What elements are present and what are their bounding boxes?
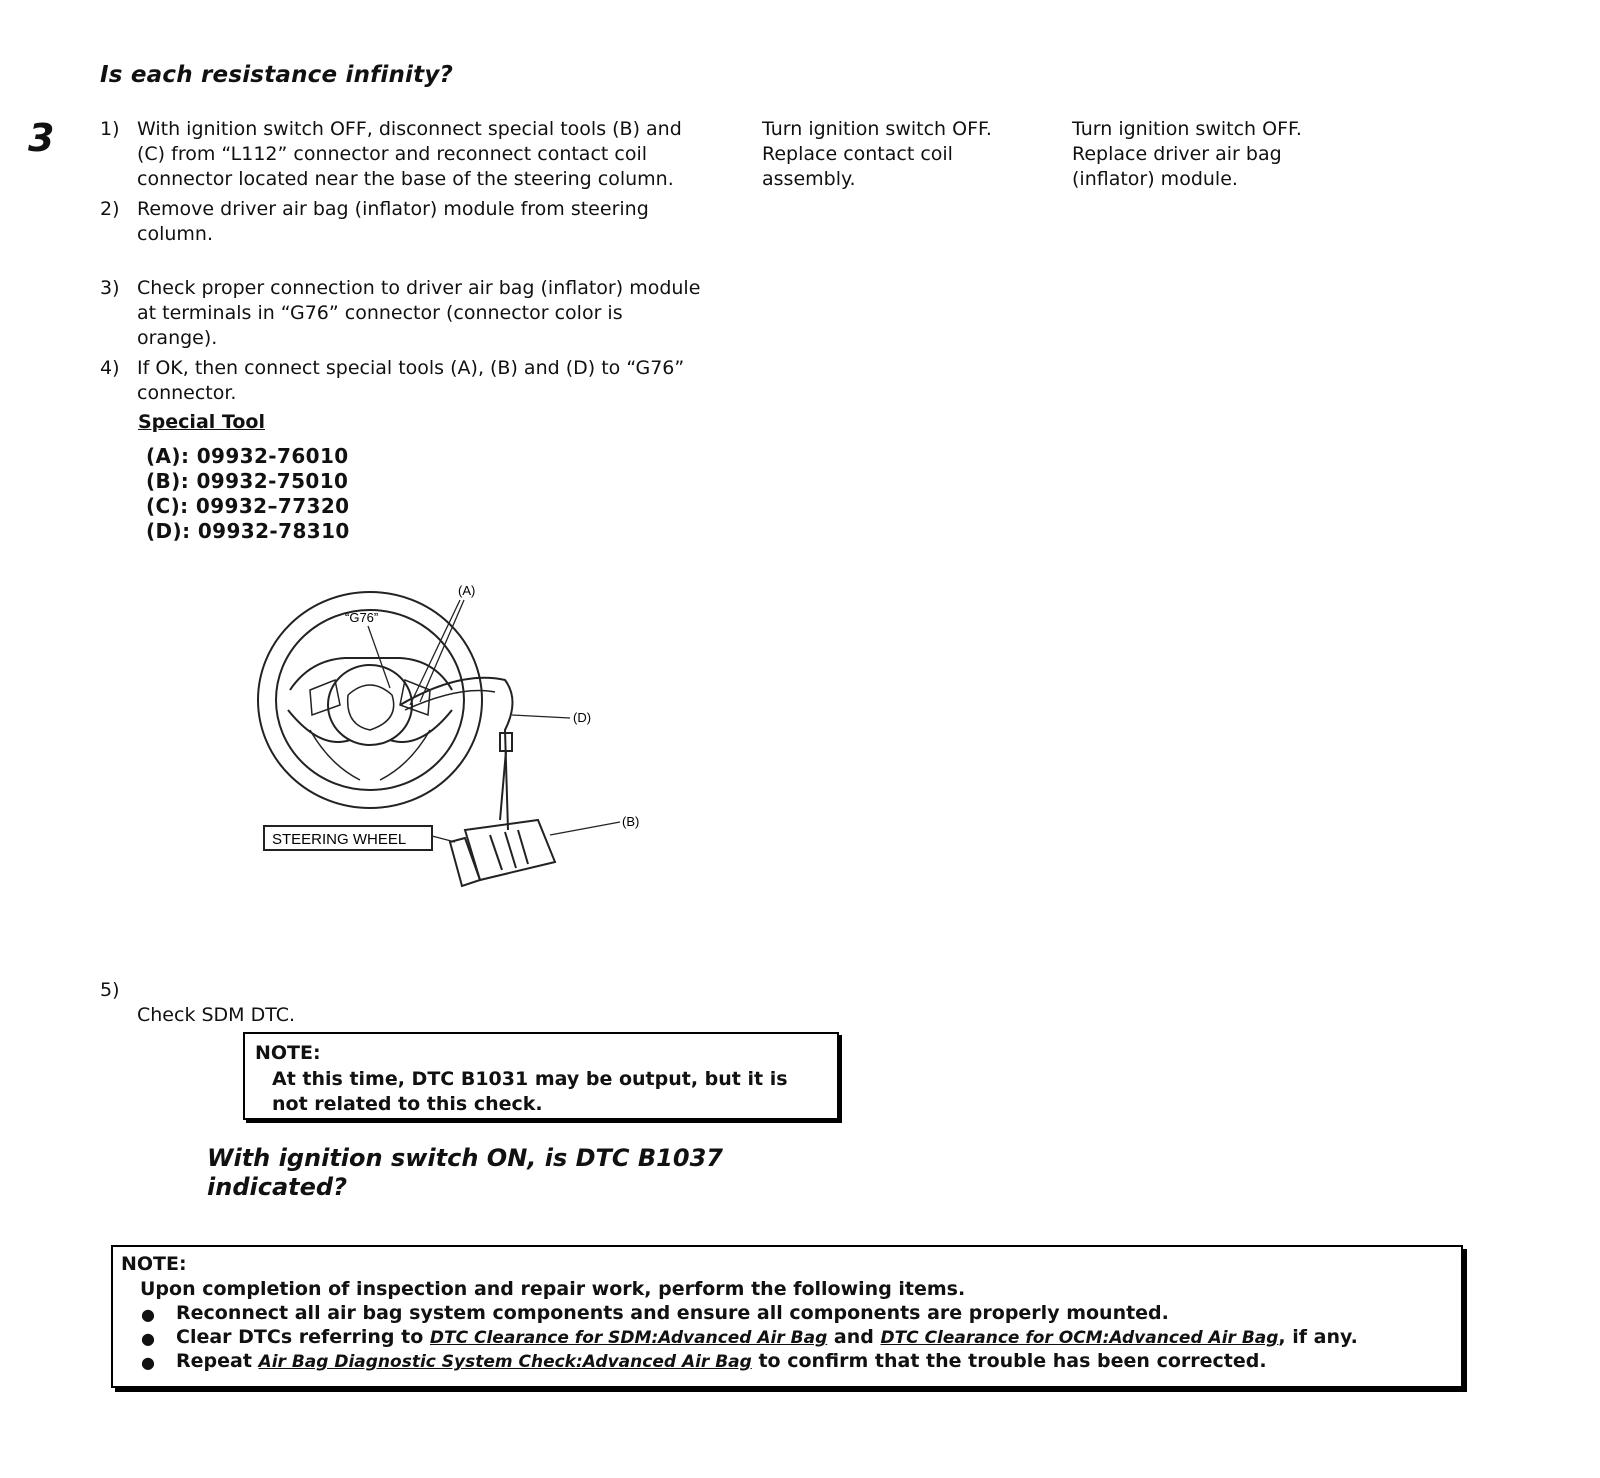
instruction-number: 4) xyxy=(100,357,120,379)
step-number: 3 xyxy=(28,116,55,160)
note-body: At this time, DTC B1031 may be output, but it is not related to this check. xyxy=(272,1068,788,1115)
special-tool-title: Special Tool xyxy=(138,411,265,433)
footer-note-item-2 xyxy=(176,1326,1358,1348)
footer-note-item-1: Reconnect all air bag system components and ensure all components are properly mounted. xyxy=(176,1302,1169,1324)
instruction-4 xyxy=(100,356,750,406)
special-tool-b: (B): 09932-75010 xyxy=(146,469,349,493)
instruction-number: 3) xyxy=(100,277,120,299)
bullet-icon: ● xyxy=(141,1305,155,1324)
item-3-suffix: to confirm that the trouble has been corrected. xyxy=(751,1350,1267,1372)
steering-wheel-diagram xyxy=(250,580,670,920)
label-a: (A) xyxy=(458,583,476,598)
footer-note-item-3 xyxy=(176,1350,1267,1372)
instruction-1 xyxy=(100,117,750,192)
instruction-text: With ignition switch OFF, disconnect special tools (B) and (C) from “L112” connector and reconnect contact coil connector located near the base of the steering column. xyxy=(137,118,682,190)
bullet-icon: ● xyxy=(141,1329,155,1348)
wheel-rim-inner xyxy=(276,610,464,790)
diagnostic-system-check-link[interactable]: Air Bag Diagnostic System Check:Advanced Air Bag xyxy=(258,1352,752,1372)
label-d: (D) xyxy=(573,710,592,725)
instruction-number: 1) xyxy=(100,118,120,140)
label-steering-wheel: STEERING WHEEL xyxy=(272,831,407,848)
footer-note-title: NOTE: xyxy=(121,1253,187,1275)
instruction-3 xyxy=(100,276,750,351)
dtc-clearance-sdm-link[interactable]: DTC Clearance for SDM:Advanced Air Bag xyxy=(429,1328,828,1348)
item-3-prefix: Repeat xyxy=(176,1350,259,1372)
step-question: Is each resistance infinity? xyxy=(100,62,454,88)
special-tool-d: (D): 09932-78310 xyxy=(146,519,350,543)
step-question-2: With ignition switch ON, is DTC B1037 indicated? xyxy=(207,1144,723,1201)
label-g76: “G76” xyxy=(345,610,379,625)
item-2-prefix: Clear DTCs referring to xyxy=(176,1326,430,1348)
tool-cable xyxy=(400,678,513,830)
instruction-text: If OK, then connect special tools (A), (B) and (D) to “G76” connector. xyxy=(137,357,685,404)
note-title: NOTE: xyxy=(255,1042,321,1064)
instruction-5 xyxy=(100,978,750,1028)
instruction-number: 2) xyxy=(100,198,120,220)
no-action: Turn ignition switch OFF. Replace driver air bag (inflator) module. xyxy=(1072,118,1302,190)
footer-note-box xyxy=(111,1245,1463,1388)
instruction-2 xyxy=(100,197,750,247)
instruction-text: Remove driver air bag (inflator) module from steering column. xyxy=(137,198,649,245)
label-b: (B) xyxy=(622,814,640,829)
footer-note-intro: Upon completion of inspection and repair work, perform the following items. xyxy=(140,1278,966,1300)
special-tool-a: (A): 09932-76010 xyxy=(146,444,349,468)
instruction-number: 5) xyxy=(100,979,120,1001)
note-box xyxy=(243,1032,839,1120)
instruction-text: Check SDM DTC. xyxy=(137,1004,296,1026)
item-2-mid: and xyxy=(827,1326,881,1348)
dtc-clearance-ocm-link[interactable]: DTC Clearance for OCM:Advanced Air Bag xyxy=(880,1328,1279,1348)
bullet-icon: ● xyxy=(141,1353,155,1372)
special-tool-c: (C): 09932–77320 xyxy=(146,494,350,518)
item-2-suffix: , if any. xyxy=(1278,1326,1358,1348)
instruction-text: Check proper connection to driver air bag (inflator) module at terminals in “G76” connector (connector color is orange). xyxy=(137,277,701,349)
yes-action: Turn ignition switch OFF. Replace contact coil assembly. xyxy=(762,118,992,190)
